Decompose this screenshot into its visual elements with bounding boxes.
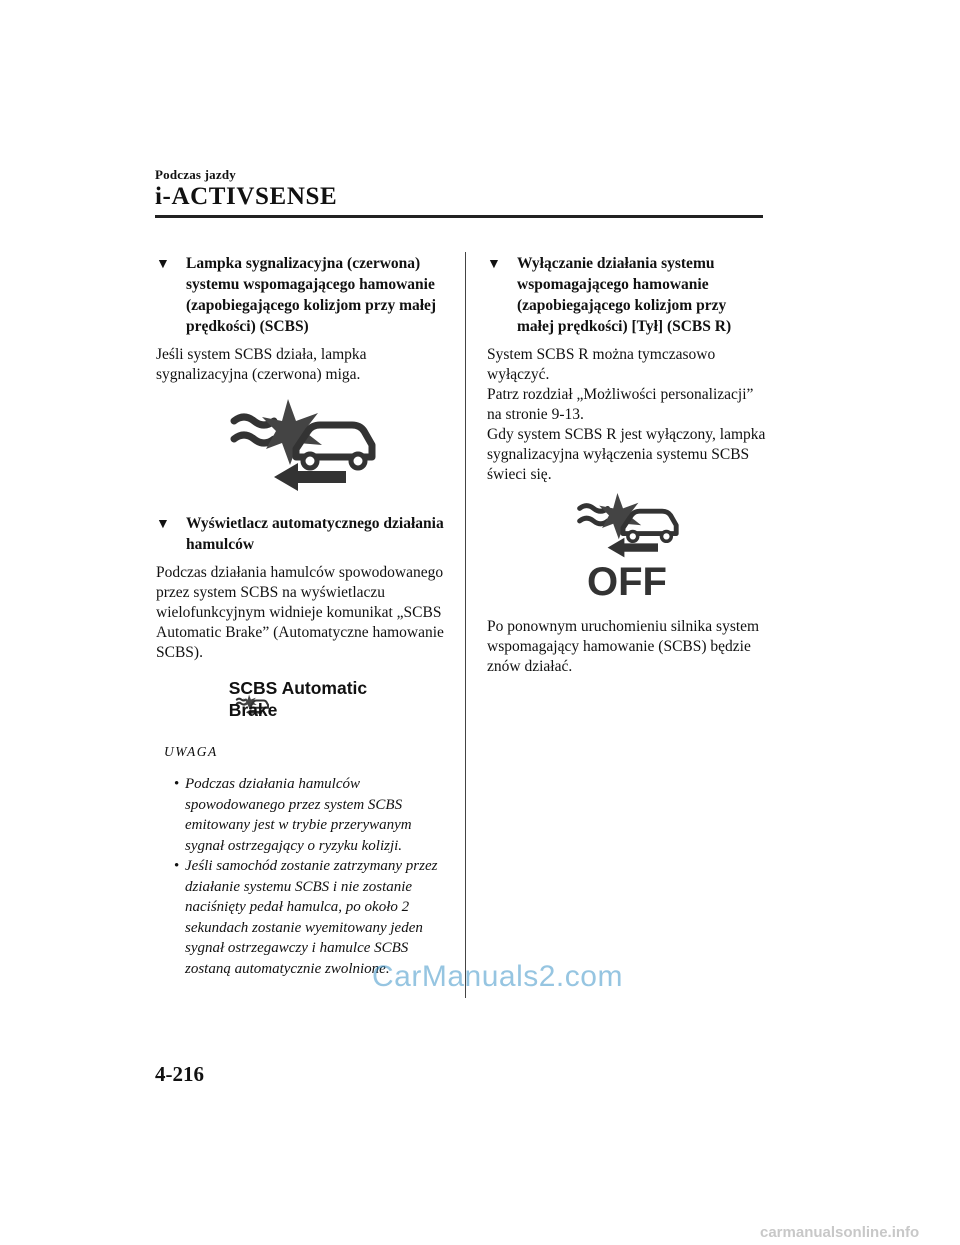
- display-line: Brake: [228, 700, 278, 720]
- heading-text: Lampka sygnalizacyjna (czerwona) systemu wspomagającego hamowanie (zapobiegającego kolizjom przy małej prędkości) (SCBS): [186, 255, 437, 335]
- heading-disable-system: [487, 253, 767, 337]
- left-column: [156, 253, 446, 979]
- scbs-warning-figure: [156, 399, 446, 491]
- bullet-icon: •: [174, 776, 180, 792]
- scbs-warning-icon: [226, 399, 376, 491]
- heading-warning-light: [156, 253, 446, 337]
- paragraph: Po ponownym uruchomieniu silnika system wspomagający hamowanie (SCBS) będzie znów działać.: [487, 618, 760, 675]
- note-title: UWAGA: [164, 744, 218, 759]
- scbs-off-icon: [572, 493, 682, 597]
- bullet-icon: •: [174, 858, 180, 874]
- title-rule: [155, 215, 763, 218]
- heading-display: [156, 513, 446, 555]
- heading-marker-icon: ▼: [487, 257, 501, 272]
- site-footer: carmanualsonline.info: [760, 1224, 920, 1241]
- heading-text: Wyłączanie działania systemu wspomagającego hamowanie (zapobiegającego kolizjom przy małej prędkości) [Tył] (SCBS R): [517, 255, 732, 335]
- paragraph: System SCBS R można tymczasowo wyłączyć. Patrz rozdział „Możliwości personalizacji” na stronie 9-13. Gdy system SCBS R jest wyłączony, lampka sygnalizacyjna wyłączenia systemu SCBS świeci się.: [487, 346, 766, 483]
- paragraph: Jeśli system SCBS działa, lampka sygnalizacyjna (czerwona) miga.: [156, 346, 367, 383]
- heading-marker-icon: ▼: [156, 257, 170, 272]
- page-number: 4-216: [155, 1062, 204, 1086]
- scbs-off-figure: [487, 493, 767, 597]
- heading-text: Wyświetlacz automatycznego działania hamulców: [186, 515, 444, 553]
- note-text: Podczas działania hamulców spowodowanego przez system SCBS emitowany jest w trybie przerywanym sygnał ostrzegający o ryzyku kolizji.: [185, 776, 412, 854]
- watermark: CarManuals2.com: [372, 960, 623, 993]
- note-text: Jeśli samochód zostanie zatrzymany przez działanie systemu SCBS i nie zostanie naciśnięty pedał hamulca, po około 2 sekundach zostanie wyemitowany jeden sygnał ostrzegawczy i hamulce SCBS zostaną automatycznie zwolnione.: [185, 858, 438, 977]
- breadcrumb: Podczas jazdy: [155, 167, 236, 182]
- multifunction-display-figure: [156, 671, 446, 722]
- note-list: [156, 774, 446, 979]
- paragraph: Podczas działania hamulców spowodowanego przez system SCBS na wyświetlaczu wielofunkcyjnym widnieje komunikat „SCBS Automatic Brake” (Automatyczne hamowanie SCBS).: [156, 564, 444, 661]
- heading-marker-icon: ▼: [156, 517, 170, 532]
- section-title: i-ACTIVSENSE: [155, 183, 338, 210]
- display-line: SCBS Automatic: [228, 678, 368, 698]
- note-item: [156, 774, 446, 856]
- column-divider: [465, 252, 466, 998]
- display-message: [229, 677, 367, 721]
- off-label: OFF: [587, 560, 667, 597]
- right-column: [487, 253, 767, 685]
